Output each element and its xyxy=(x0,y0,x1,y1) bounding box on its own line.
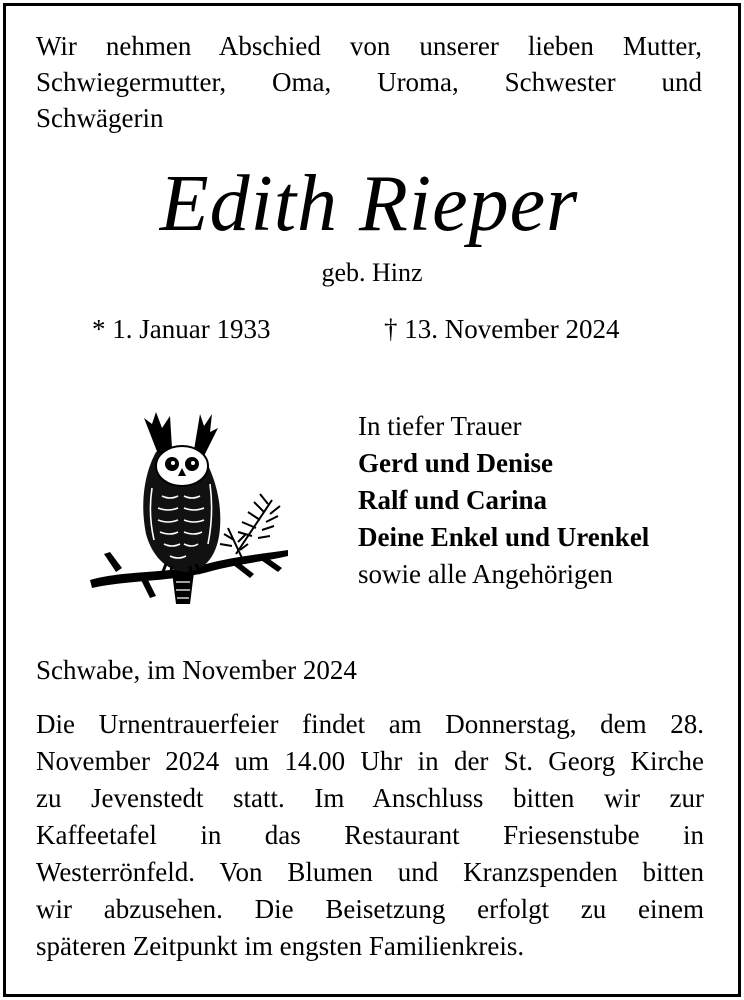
funeral-line: späteren Zeitpunkt im engsten Familienkreis. xyxy=(36,931,525,961)
funeral-notice xyxy=(36,706,704,965)
funeral-line: Kaffeetafel in das Restaurant Friesenstube in xyxy=(36,820,704,850)
intro-line: Schwiegermutter, Oma, Uroma, Schwester und xyxy=(36,67,702,97)
funeral-line: November 2024 um 14.00 Uhr in der St. Georg Kirche xyxy=(36,746,704,776)
mourning-closing: sowie alle Angehörigen xyxy=(358,559,613,589)
mourning-intro: In tiefer Trauer xyxy=(358,411,522,441)
owl-on-branch-icon xyxy=(86,404,290,608)
mourners-block xyxy=(358,408,649,593)
intro-line: Wir nehmen Abschied von unserer lieben Mutter, xyxy=(36,31,702,61)
intro-line: Schwägerin xyxy=(36,103,164,133)
birth-date: * 1. Januar 1933 xyxy=(92,314,271,344)
funeral-line: zu Jevenstedt statt. Im Anschluss bitten wir zur xyxy=(36,783,704,813)
funeral-line: wir abzusehen. Die Beisetzung erfolgt zu einem xyxy=(36,894,704,924)
mourner-name: Ralf und Carina xyxy=(358,485,548,515)
maiden-name: geb. Hinz xyxy=(321,258,423,287)
place-date: Schwabe, im November 2024 xyxy=(36,655,357,685)
mourner-name: Deine Enkel und Urenkel xyxy=(358,522,650,552)
funeral-line: Die Urnentrauerfeier findet am Donnerstag, dem 28. xyxy=(36,709,704,739)
deceased-name: Edith Rieper xyxy=(159,160,579,248)
mourner-name: Gerd und Denise xyxy=(358,448,554,478)
funeral-line: Westerrönfeld. Von Blumen und Kranzspenden bitten xyxy=(36,857,704,887)
death-date: † 13. November 2024 xyxy=(384,314,620,344)
intro-text xyxy=(36,28,702,136)
